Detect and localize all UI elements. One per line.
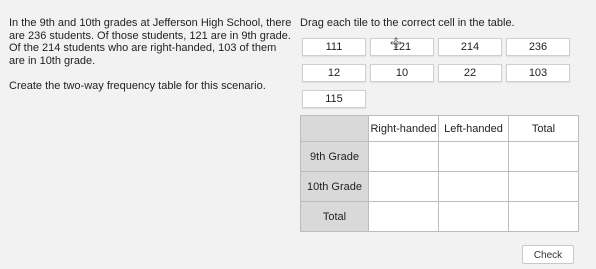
tile[interactable]: 10: [370, 64, 434, 82]
table-corner: [301, 116, 369, 142]
drop-cell-10th-left[interactable]: [439, 172, 509, 202]
tile[interactable]: 22: [438, 64, 502, 82]
instruction-text: Drag each tile to the correct cell in the table.: [300, 17, 515, 29]
tile[interactable]: 115: [302, 90, 366, 108]
col-header-total: Total: [509, 116, 579, 142]
drop-cell-total-total[interactable]: [509, 202, 579, 232]
drop-cell-total-left[interactable]: [439, 202, 509, 232]
drop-cell-10th-total[interactable]: [509, 172, 579, 202]
frequency-table: [300, 115, 579, 232]
problem-paragraph: In the 9th and 10th grades at Jefferson High School, there are 236 students. Of those students, 121 are in 9th grade. Of the 214 students who are right-handed, 103 of them are in 10th grade.: [9, 17, 292, 67]
drop-cell-9th-right[interactable]: [369, 142, 439, 172]
tile[interactable]: 103: [506, 64, 570, 82]
check-button[interactable]: Check: [522, 245, 574, 264]
row-header-9th-grade: 9th Grade: [301, 142, 369, 172]
drop-cell-10th-right[interactable]: [369, 172, 439, 202]
row-header-total: Total: [301, 202, 369, 232]
drop-cell-9th-total[interactable]: [509, 142, 579, 172]
col-header-right-handed: Right-handed: [369, 116, 439, 142]
tile[interactable]: 111: [302, 38, 366, 56]
drop-cell-9th-left[interactable]: [439, 142, 509, 172]
tile[interactable]: 236: [506, 38, 570, 56]
move-icon: [389, 36, 403, 50]
tile[interactable]: 121: [370, 38, 434, 56]
tile[interactable]: 12: [302, 64, 366, 82]
problem-panel: [9, 17, 294, 93]
col-header-left-handed: Left-handed: [439, 116, 509, 142]
drop-cell-total-right[interactable]: [369, 202, 439, 232]
row-header-10th-grade: 10th Grade: [301, 172, 369, 202]
tile[interactable]: 214: [438, 38, 502, 56]
problem-prompt: Create the two-way frequency table for this scenario.: [9, 80, 266, 92]
